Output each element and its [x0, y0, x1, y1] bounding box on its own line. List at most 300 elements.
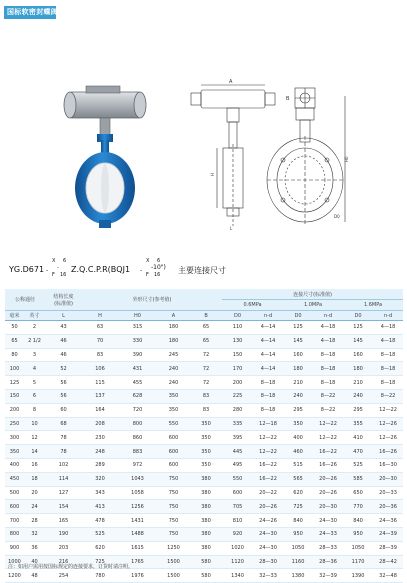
table-cell: 525 — [343, 458, 373, 472]
table-cell: 1000 — [5, 555, 24, 569]
table-cell: 725 — [82, 555, 118, 569]
table-cell: 770 — [343, 500, 373, 514]
table-cell: 4—14 — [253, 348, 283, 362]
dimension-label-a: A — [229, 79, 233, 85]
table-cell: 240 — [157, 362, 190, 376]
table-cell: 390 — [118, 348, 157, 362]
table-cell: 24—30 — [253, 527, 283, 541]
table-cell: 24—33 — [313, 527, 343, 541]
model-code-frac2-bottom-a: F — [146, 272, 149, 278]
dimension-label-l: L — [230, 226, 233, 231]
table-cell: 225 — [222, 389, 253, 403]
table-cell: 620 — [283, 486, 313, 500]
table-cell: 400 — [5, 458, 24, 472]
table-cell: 180 — [157, 334, 190, 348]
table-cell: 127 — [45, 486, 82, 500]
table-cell: 78 — [45, 431, 82, 445]
table-cell: 1431 — [118, 514, 157, 528]
table-cell: 8—18 — [373, 348, 403, 362]
table-cell: 1250 — [157, 541, 190, 555]
table-cell: 470 — [343, 445, 373, 459]
table-cell: 600 — [157, 458, 190, 472]
table-cell: 114 — [45, 472, 82, 486]
table-cell: 350 — [283, 417, 313, 431]
header-pressure-1-6: 1.6MPa — [343, 300, 403, 311]
table-cell: 8—18 — [253, 389, 283, 403]
subheader-cell: A — [157, 311, 190, 321]
table-cell: 1488 — [118, 527, 157, 541]
model-code-frac2-mid: -10") — [151, 264, 166, 271]
table-cell: 130 — [222, 334, 253, 348]
table-cell: 335 — [222, 417, 253, 431]
table-cell: 28—36 — [313, 555, 343, 569]
table-cell: 720 — [118, 403, 157, 417]
table-cell: 150 — [222, 348, 253, 362]
table-cell: 300 — [5, 431, 24, 445]
table-cell: 65 — [190, 321, 222, 335]
header-outline-dimensions: 外形尺寸(参考值) — [82, 289, 222, 311]
model-code-frac1-mid: - — [57, 265, 59, 271]
table-cell: 810 — [222, 514, 253, 528]
header-connection-dimensions: 连接尺寸(标准值) — [222, 289, 403, 300]
table-cell: 431 — [118, 362, 157, 376]
table-cell: 46 — [45, 348, 82, 362]
table-cell: 137 — [82, 389, 118, 403]
table-cell: 413 — [82, 500, 118, 514]
table-cell: 750 — [157, 514, 190, 528]
subheader-cell: 英寸 — [24, 311, 45, 321]
table-cell: 343 — [82, 486, 118, 500]
table-cell: 1043 — [118, 472, 157, 486]
table-cell: 350 — [157, 403, 190, 417]
table-row — [5, 321, 403, 335]
footnote: 注：如用户需用按国标规定的连接要求，订货时请注明。 — [8, 564, 134, 570]
table-cell: 4—18 — [373, 321, 403, 335]
subheader-cell: B — [190, 311, 222, 321]
table-cell: 110 — [222, 321, 253, 335]
table-cell: 380 — [190, 486, 222, 500]
table-cell: 1500 — [157, 569, 190, 583]
dimension-label-d0: D0 — [334, 214, 340, 219]
table-cell: 106 — [82, 362, 118, 376]
table-cell: 24—30 — [253, 541, 283, 555]
table-cell: 700 — [5, 514, 24, 528]
table-cell: 1615 — [118, 541, 157, 555]
table-row — [5, 514, 403, 528]
table-cell: 780 — [82, 569, 118, 583]
table-cell: 8 — [24, 403, 45, 417]
table-cell: 8—18 — [313, 348, 343, 362]
table-cell: 860 — [118, 431, 157, 445]
table-cell: 80 — [5, 348, 24, 362]
table-cell: 950 — [343, 527, 373, 541]
table-cell: 2 1/2 — [24, 334, 45, 348]
table-cell: 1256 — [118, 500, 157, 514]
table-cell: 100 — [5, 362, 24, 376]
table-cell: 28—42 — [373, 555, 403, 569]
subheader-cell: D0 — [222, 311, 253, 321]
table-cell: 8—22 — [373, 389, 403, 403]
table-row — [5, 500, 403, 514]
table-cell: 1390 — [343, 569, 373, 583]
table-cell: 5 — [24, 376, 45, 390]
table-row — [5, 362, 403, 376]
model-code-frac2-bottom-b: 16 — [154, 272, 161, 278]
table-cell: 8—18 — [253, 403, 283, 417]
valve-technical-drawing — [183, 76, 351, 232]
table-cell: 10 — [24, 417, 45, 431]
table-cell: 32—39 — [313, 569, 343, 583]
table-cell: 248 — [82, 445, 118, 459]
table-cell: 8—18 — [313, 362, 343, 376]
table-cell: 20—26 — [253, 500, 283, 514]
table-cell: 200 — [5, 403, 24, 417]
table-cell: 295 — [343, 403, 373, 417]
table-cell: 250 — [5, 417, 24, 431]
table-cell: 125 — [5, 376, 24, 390]
table-cell: 12—26 — [373, 417, 403, 431]
table-cell: 4 — [24, 362, 45, 376]
table-cell: 455 — [118, 376, 157, 390]
model-code-middle-dash: - — [140, 267, 143, 274]
table-cell: 102 — [45, 458, 82, 472]
subheader-cell: n-d — [313, 311, 343, 321]
model-code — [9, 257, 404, 281]
model-code-frac1-top-b: 6 — [63, 258, 67, 264]
dimension-label-h0: H0 — [344, 156, 349, 162]
table-cell: 705 — [222, 500, 253, 514]
table-cell: 20—26 — [313, 472, 343, 486]
table-cell: 410 — [343, 431, 373, 445]
table-cell: 445 — [222, 445, 253, 459]
table-cell: 83 — [190, 403, 222, 417]
table-cell: 620 — [82, 541, 118, 555]
table-cell: 1120 — [222, 555, 253, 569]
table-cell: 48 — [24, 569, 45, 583]
table-cell: 4—14 — [253, 321, 283, 335]
table-cell: 585 — [343, 472, 373, 486]
table-cell: 20—22 — [253, 486, 283, 500]
table-cell: 950 — [283, 527, 313, 541]
table-cell: 230 — [82, 431, 118, 445]
table-cell: 46 — [45, 334, 82, 348]
table-cell: 380 — [190, 541, 222, 555]
table-cell: 972 — [118, 458, 157, 472]
table-cell: 28—30 — [253, 555, 283, 569]
table-cell: 240 — [157, 376, 190, 390]
table-cell: 180 — [343, 362, 373, 376]
table-cell: 164 — [82, 403, 118, 417]
table-cell: 83 — [190, 389, 222, 403]
table-row — [5, 389, 403, 403]
table-cell: 24—39 — [373, 527, 403, 541]
table-cell: 750 — [157, 527, 190, 541]
table-cell: 4—18 — [373, 334, 403, 348]
table-cell: 190 — [45, 527, 82, 541]
table-cell: 1170 — [343, 555, 373, 569]
table-cell: 28—39 — [373, 541, 403, 555]
table-cell: 315 — [118, 321, 157, 335]
section-title: 国标软密封蝶阀 — [7, 8, 59, 16]
model-code-suffix: 主要连接尺寸 — [178, 266, 226, 275]
table-cell: 920 — [222, 527, 253, 541]
dimension-label-h: H — [210, 172, 215, 176]
table-cell: 208 — [82, 417, 118, 431]
table-cell: 56 — [45, 376, 82, 390]
table-cell: 12—22 — [253, 431, 283, 445]
model-code-prefix-dash: - — [46, 267, 49, 274]
table-cell: 380 — [190, 514, 222, 528]
table-cell: 350 — [190, 431, 222, 445]
table-cell: 65 — [190, 334, 222, 348]
table-cell: 203 — [45, 541, 82, 555]
table-row — [5, 458, 403, 472]
table-cell: 1020 — [222, 541, 253, 555]
table-cell: 550 — [157, 417, 190, 431]
table-cell: 20—30 — [373, 472, 403, 486]
model-code-frac2-top-b: 6 — [157, 258, 161, 264]
table-row — [5, 417, 403, 431]
table-cell: 380 — [190, 527, 222, 541]
model-code-frac2-top-a: X — [146, 258, 150, 264]
table-cell: 4—14 — [253, 334, 283, 348]
table-cell: 350 — [157, 389, 190, 403]
table-cell: 1340 — [222, 569, 253, 583]
table-cell: 145 — [283, 334, 313, 348]
table-cell: 125 — [343, 321, 373, 335]
table-cell: 628 — [118, 389, 157, 403]
table-cell: 32—33 — [253, 569, 283, 583]
header-structure-length-label: 结构长度 — [53, 293, 74, 300]
table-row — [5, 569, 403, 583]
table-cell: 395 — [222, 431, 253, 445]
table-cell: 16—22 — [313, 445, 343, 459]
table-cell: 43 — [45, 321, 82, 335]
table-cell: 350 — [190, 445, 222, 459]
table-cell: 320 — [82, 472, 118, 486]
table-cell: 650 — [343, 486, 373, 500]
table-cell: 12—22 — [313, 431, 343, 445]
table-cell: 40 — [24, 555, 45, 569]
table-row — [5, 334, 403, 348]
subheader-cell: H0 — [118, 311, 157, 321]
table-cell: 840 — [343, 514, 373, 528]
table-cell: 65 — [5, 334, 24, 348]
table-cell: 600 — [5, 500, 24, 514]
table-cell: 83 — [82, 348, 118, 362]
table-cell: 380 — [190, 472, 222, 486]
table-cell: 4—18 — [313, 334, 343, 348]
header-pressure-1-0: 1.0MPa — [283, 300, 343, 311]
table-cell: 12—18 — [253, 417, 283, 431]
table-cell: 289 — [82, 458, 118, 472]
table-cell: 28—33 — [313, 541, 343, 555]
table-cell: 20—26 — [313, 486, 343, 500]
table-cell: 600 — [222, 486, 253, 500]
table-cell: 900 — [5, 541, 24, 555]
table-cell: 580 — [190, 569, 222, 583]
table-cell: 14 — [24, 445, 45, 459]
table-cell: 12—22 — [313, 417, 343, 431]
table-cell: 1500 — [157, 555, 190, 569]
model-code-frac1-bottom-a: F — [52, 272, 55, 278]
table-cell: 750 — [157, 500, 190, 514]
table-cell: 16—22 — [253, 472, 283, 486]
table-cell: 56 — [45, 389, 82, 403]
table-cell: 8—22 — [313, 389, 343, 403]
table-cell: 3 — [24, 348, 45, 362]
table-cell: 750 — [157, 486, 190, 500]
table-cell: 170 — [222, 362, 253, 376]
table-row — [5, 376, 403, 390]
table-cell: 70 — [82, 334, 118, 348]
table-cell: 4—18 — [313, 321, 343, 335]
header-structure-length — [45, 289, 82, 311]
table-cell: 150 — [5, 389, 24, 403]
subheader-cell: D0 — [283, 311, 313, 321]
table-cell: 8—22 — [313, 403, 343, 417]
dimension-label-b: B — [286, 96, 290, 102]
table-cell: 350 — [5, 445, 24, 459]
table-cell: 160 — [283, 348, 313, 362]
model-code-frac1-bottom-b: 16 — [60, 272, 67, 278]
table-cell: 20—36 — [373, 500, 403, 514]
table-cell: 450 — [5, 472, 24, 486]
table-row — [5, 472, 403, 486]
table-cell: 1058 — [118, 486, 157, 500]
table-cell: 68 — [45, 417, 82, 431]
table-cell: 380 — [190, 500, 222, 514]
table-cell: 180 — [283, 362, 313, 376]
valve-photo — [52, 80, 162, 230]
table-cell: 12—26 — [373, 431, 403, 445]
table-cell: 1380 — [283, 569, 313, 583]
header-structure-length-sub: (标准值) — [54, 300, 73, 307]
table-cell: 60 — [45, 403, 82, 417]
table-cell: 245 — [157, 348, 190, 362]
table-cell: 1160 — [283, 555, 313, 569]
table-cell: 24—26 — [253, 514, 283, 528]
table-cell: 24 — [24, 500, 45, 514]
table-cell: 200 — [222, 376, 253, 390]
table-cell: 36 — [24, 541, 45, 555]
table-cell: 495 — [222, 458, 253, 472]
table-cell: 18 — [24, 472, 45, 486]
subheader-cell: H — [82, 311, 118, 321]
table-row — [5, 445, 403, 459]
table-cell: 725 — [283, 500, 313, 514]
table-cell: 600 — [157, 431, 190, 445]
table-cell: 350 — [190, 417, 222, 431]
table-cell: 8—18 — [253, 376, 283, 390]
table-cell: 400 — [283, 431, 313, 445]
table-cell: 525 — [82, 527, 118, 541]
table-cell: 16—26 — [313, 458, 343, 472]
table-cell: 50 — [5, 321, 24, 335]
table-cell: 72 — [190, 348, 222, 362]
table-cell: 210 — [343, 376, 373, 390]
table-cell: 240 — [283, 389, 313, 403]
table-cell: 800 — [5, 527, 24, 541]
table-cell: 2 — [24, 321, 45, 335]
table-cell: 12—22 — [253, 445, 283, 459]
table-row — [5, 431, 403, 445]
table-cell: 1765 — [118, 555, 157, 569]
table-cell: 165 — [45, 514, 82, 528]
table-cell: 16—30 — [373, 458, 403, 472]
table-cell: 8—18 — [373, 362, 403, 376]
model-code-middle: Z.Q.C.P.R(BQJ1 — [71, 265, 131, 274]
table-cell: 1200 — [5, 569, 24, 583]
table-row — [5, 527, 403, 541]
subheader-cell: D0 — [343, 311, 373, 321]
subheader-cell: 毫米 — [5, 311, 24, 321]
table-cell: 24—36 — [373, 514, 403, 528]
subheader-cell: L — [45, 311, 82, 321]
model-code-frac1-top-a: X — [52, 258, 56, 264]
table-cell: 750 — [157, 472, 190, 486]
table-cell: 295 — [283, 403, 313, 417]
header-pressure-0-6: 0.6MPa — [222, 300, 283, 311]
table-cell: 72 — [190, 362, 222, 376]
table-cell: 840 — [283, 514, 313, 528]
table-cell: 63 — [82, 321, 118, 335]
table-cell: 330 — [118, 334, 157, 348]
table-cell: 180 — [157, 321, 190, 335]
table-cell: 355 — [343, 417, 373, 431]
table-cell: 580 — [190, 555, 222, 569]
table-cell: 6 — [24, 389, 45, 403]
table-cell: 565 — [283, 472, 313, 486]
table-cell: 280 — [222, 403, 253, 417]
table-cell: 883 — [118, 445, 157, 459]
table-row — [5, 348, 403, 362]
subheader-cell: n-d — [253, 311, 283, 321]
table-cell: 154 — [45, 500, 82, 514]
table-cell: 16—22 — [253, 458, 283, 472]
dimension-table — [5, 289, 403, 583]
table-cell: 125 — [283, 321, 313, 335]
header-nominal-diameter: 公称通径 — [5, 289, 45, 311]
table-row — [5, 541, 403, 555]
subheader-cell: n-d — [373, 311, 403, 321]
table-cell: 32—48 — [373, 569, 403, 583]
table-cell: 210 — [283, 376, 313, 390]
table-cell: 600 — [157, 445, 190, 459]
table-cell: 16 — [24, 458, 45, 472]
table-cell: 20 — [24, 486, 45, 500]
table-cell: 1050 — [283, 541, 313, 555]
table-cell: 8—18 — [313, 376, 343, 390]
table-cell: 216 — [45, 555, 82, 569]
table-cell: 16—26 — [373, 445, 403, 459]
table-cell: 478 — [82, 514, 118, 528]
table-cell: 240 — [343, 389, 373, 403]
table-cell: 1050 — [343, 541, 373, 555]
table-cell: 72 — [190, 376, 222, 390]
model-code-prefix: YG.D671 — [9, 265, 45, 274]
table-row — [5, 403, 403, 417]
table-cell: 78 — [45, 445, 82, 459]
table-cell: 8—18 — [373, 376, 403, 390]
table-cell: 800 — [118, 417, 157, 431]
table-cell: 52 — [45, 362, 82, 376]
table-cell: 24—30 — [313, 514, 343, 528]
table-row — [5, 486, 403, 500]
table-cell: 550 — [222, 472, 253, 486]
table-cell: 20—30 — [313, 500, 343, 514]
table-cell: 145 — [343, 334, 373, 348]
